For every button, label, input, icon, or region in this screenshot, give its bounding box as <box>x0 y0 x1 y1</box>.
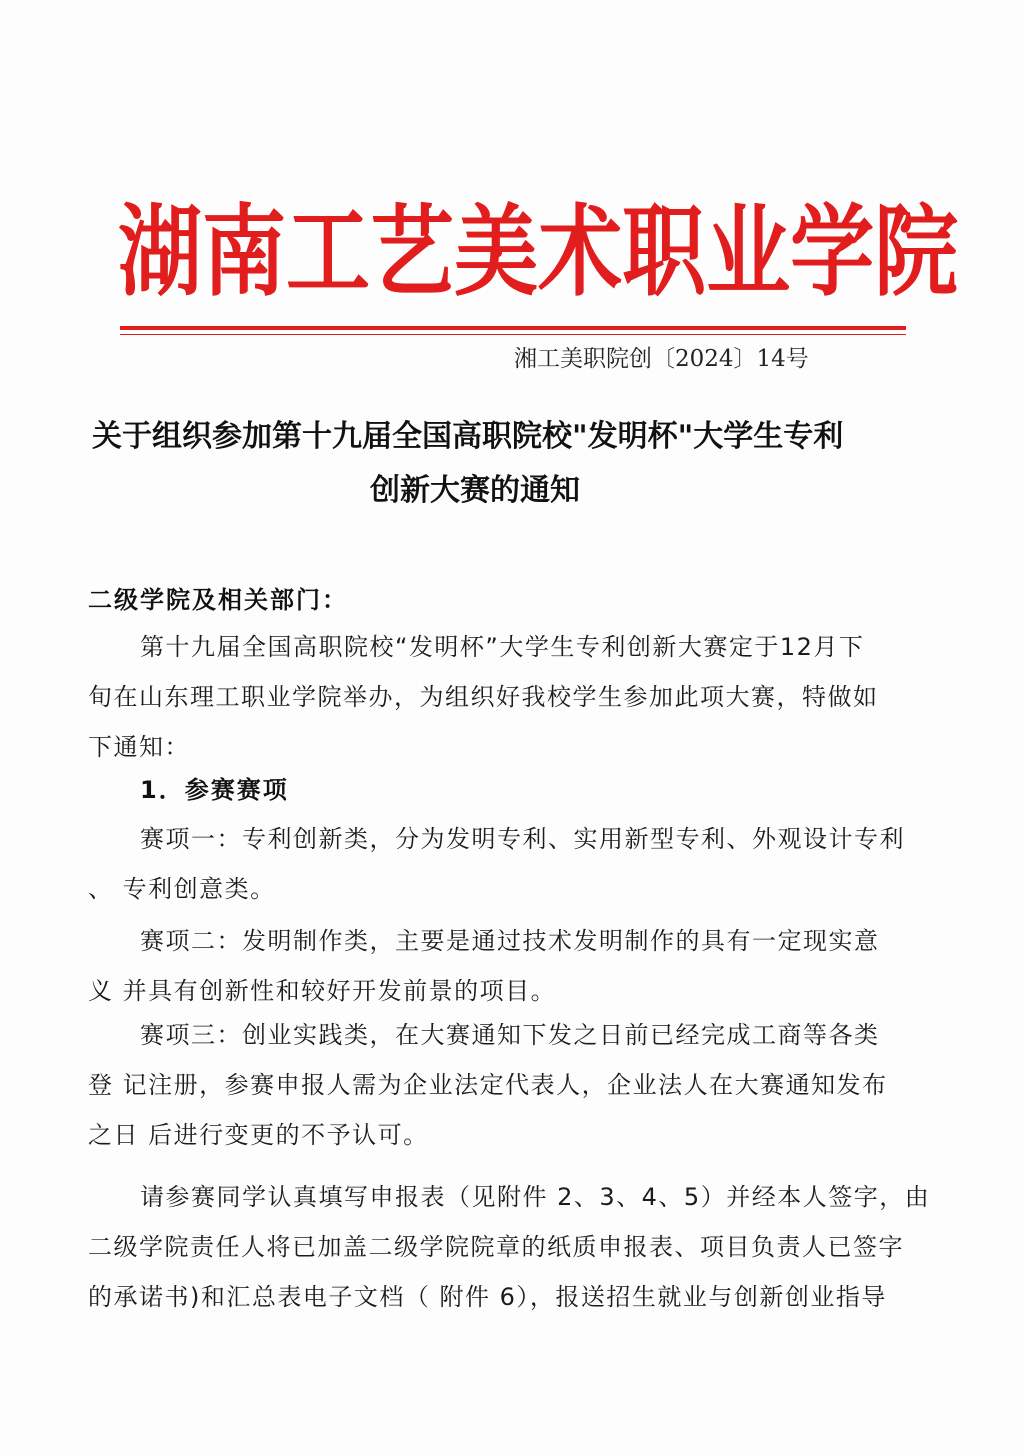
section-heading: 1．参赛赛项 <box>140 776 289 804</box>
text-line: 、 专利创意类。 <box>88 875 276 903</box>
event-item-1 <box>88 814 934 914</box>
text-line: 赛项二：发明制作类，主要是通过技术发明制作的具有一定现实意 <box>140 927 880 955</box>
document-title <box>88 410 948 518</box>
masthead-char: 艺 <box>370 194 455 310</box>
intro-paragraph <box>88 622 934 772</box>
text-line: 赛项三：创业实践类，在大赛通知下发之日前已经完成工商等各类 <box>140 1021 880 1049</box>
masthead-char: 术 <box>538 194 623 310</box>
title-line-2: 创新大赛的通知 <box>370 473 580 508</box>
masthead-char: 学 <box>790 194 875 310</box>
text-line: 第十九届全国高职院校“发明杯”大学生专利创新大赛定于12月下 <box>140 633 865 661</box>
masthead-char: 院 <box>874 194 959 310</box>
masthead-char: 职 <box>622 194 707 310</box>
text-line: 下通知： <box>88 733 190 761</box>
institution-masthead <box>118 194 959 310</box>
text-line: 之日 后进行变更的不予认可。 <box>88 1121 429 1149</box>
masthead-char: 南 <box>202 194 287 310</box>
text-line: 的承诺书)和汇总表电子文档（ 附件 6），报送招生就业与创新创业指导 <box>88 1283 887 1311</box>
masthead-char: 湖 <box>118 194 203 310</box>
text-line: 义 并具有创新性和较好开发前景的项目。 <box>88 977 557 1005</box>
masthead-char: 工 <box>286 194 371 310</box>
text-line: 登 记注册，参赛申报人需为企业法定代表人，企业法人在大赛通知发布 <box>88 1071 888 1099</box>
document-number: 湘工美职院创〔2024〕14号 <box>514 346 809 372</box>
masthead-red-rule-thin <box>120 334 906 335</box>
text-line: 二级学院责任人将已加盖二级学院院章的纸质申报表、项目负责人已签字 <box>88 1233 904 1261</box>
event-item-3 <box>88 1010 934 1160</box>
masthead-char: 美 <box>454 194 539 310</box>
text-line: 旬在山东理工职业学院举办，为组织好我校学生参加此项大赛，特做如 <box>88 683 879 711</box>
masthead-red-rule <box>120 326 906 330</box>
salutation: 二级学院及相关部门： <box>88 586 348 614</box>
masthead-char: 业 <box>706 194 791 310</box>
event-item-2 <box>88 916 934 1016</box>
title-line-1: 关于组织参加第十九届全国高职院校"发明杯"大学生专利 <box>92 419 844 454</box>
text-line: 请参赛同学认真填写申报表（见附件 2、3、4、5）并经本人签字，由 <box>140 1183 931 1211</box>
submission-paragraph <box>88 1172 934 1322</box>
text-line: 赛项一：专利创新类，分为发明专利、实用新型专利、外观设计专利 <box>140 825 905 853</box>
